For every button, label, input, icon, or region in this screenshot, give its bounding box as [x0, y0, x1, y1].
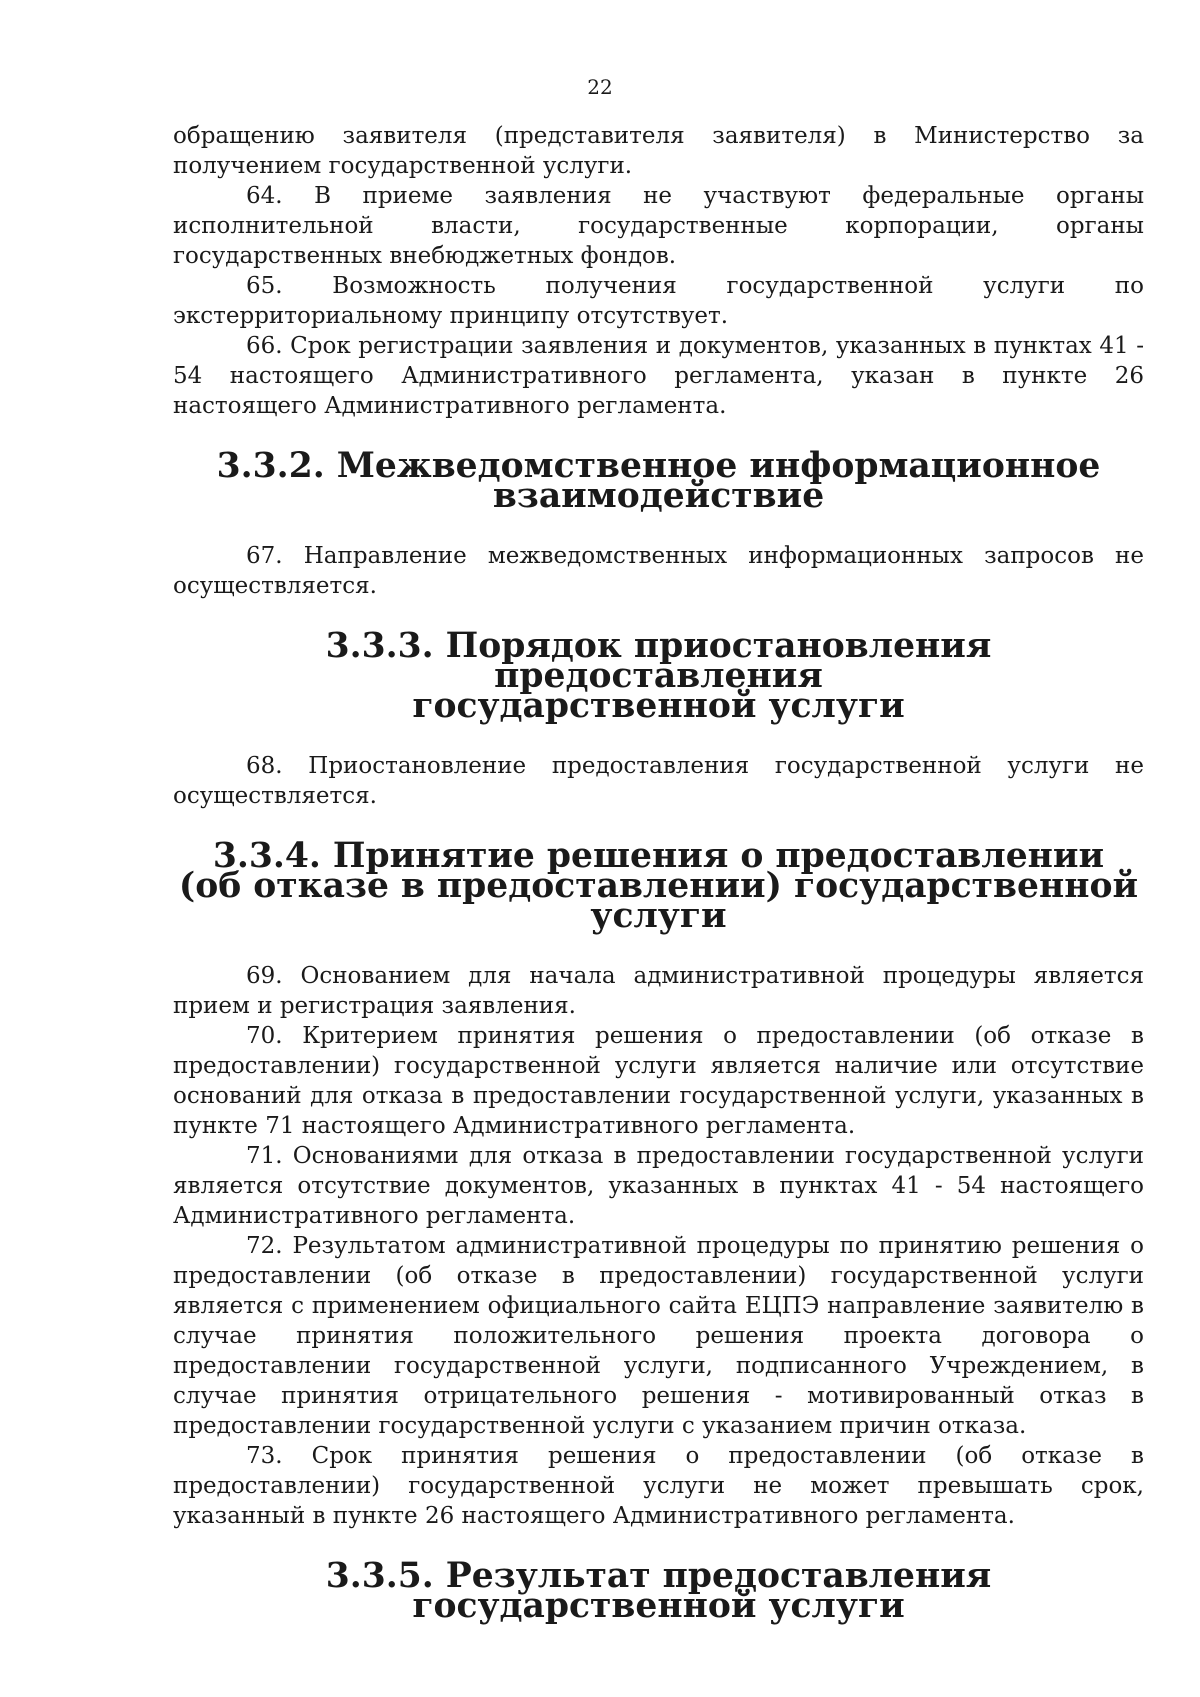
- paragraph-64: 64. В приеме заявления не участвуют федеральные органы исполнительной власти, государственные корпорации, органы государственных внебюджетных фондов.: [173, 183, 1144, 269]
- paragraph-67: 67. Направление межведомственных информационных запросов не осуществляется.: [173, 543, 1144, 599]
- heading-line: 3.3.5. Результат предоставления государственной услуги: [325, 1556, 992, 1626]
- heading-line: 3.3.4. Принятие решения о предоставлении: [212, 836, 1105, 876]
- paragraph-68: 68. Приостановление предоставления государственной услуги не осуществляется.: [173, 753, 1144, 809]
- section-heading-3-3-3: [173, 626, 1144, 726]
- heading-line: 3.3.3. Порядок приостановления предоставления: [325, 626, 992, 696]
- paragraph-69: 69. Основанием для начала административной процедуры является прием и регистрация заявления.: [173, 963, 1144, 1019]
- section-heading-3-3-5: [173, 1556, 1144, 1626]
- paragraph-65: 65. Возможность получения государственной услуги по экстерриториальному принципу отсутствует.: [173, 273, 1144, 329]
- paragraph-71: 71. Основаниями для отказа в предоставлении государственной услуги является отсутствие документов, указанных в пунктах 41 - 54 настоящего Административного регламента.: [173, 1143, 1144, 1229]
- paragraph-63-continuation: обращению заявителя (представителя заявителя) в Министерство за получением государственной услуги.: [173, 123, 1144, 179]
- heading-line: государственной услуги: [412, 686, 905, 726]
- section-heading-3-3-4: [173, 836, 1144, 936]
- section-heading-3-3-2: [173, 446, 1144, 516]
- paragraph-70: 70. Критерием принятия решения о предоставлении (об отказе в предоставлении) государственной услуги является наличие или отсутствие оснований для отказа в предоставлении государственной услуги, указанных в пункте 71 настоящего Административного регламента.: [173, 1023, 1144, 1139]
- paragraph-72: 72. Результатом административной процедуры по принятию решения о предоставлении (об отказе в предоставлении) государственной услуги является с применением официального сайта ЕЦПЭ направление заявителю в случае принятия положительного решения проекта договора о предоставлении государственной услуги, подписанного Учреждением, в случае принятия отрицательного решения - мотивированный отказ в предоставлении государственной услуги с указанием причин отказа.: [173, 1233, 1144, 1439]
- document-body: [173, 121, 1144, 1626]
- paragraph-73: 73. Срок принятия решения о предоставлении (об отказе в предоставлении) государственной услуги не может превышать срок, указанный в пункте 26 настоящего Административного регламента.: [173, 1443, 1144, 1529]
- heading-line: 3.3.2. Межведомственное информационное взаимодействие: [216, 446, 1101, 516]
- heading-line: (об отказе в предоставлении) государственной услуги: [178, 866, 1139, 936]
- paragraph-66: 66. Срок регистрации заявления и документов, указанных в пунктах 41 - 54 настоящего Административного регламента, указан в пункте 26 настоящего Административного регламента.: [173, 333, 1144, 419]
- page-number: 22: [587, 75, 613, 99]
